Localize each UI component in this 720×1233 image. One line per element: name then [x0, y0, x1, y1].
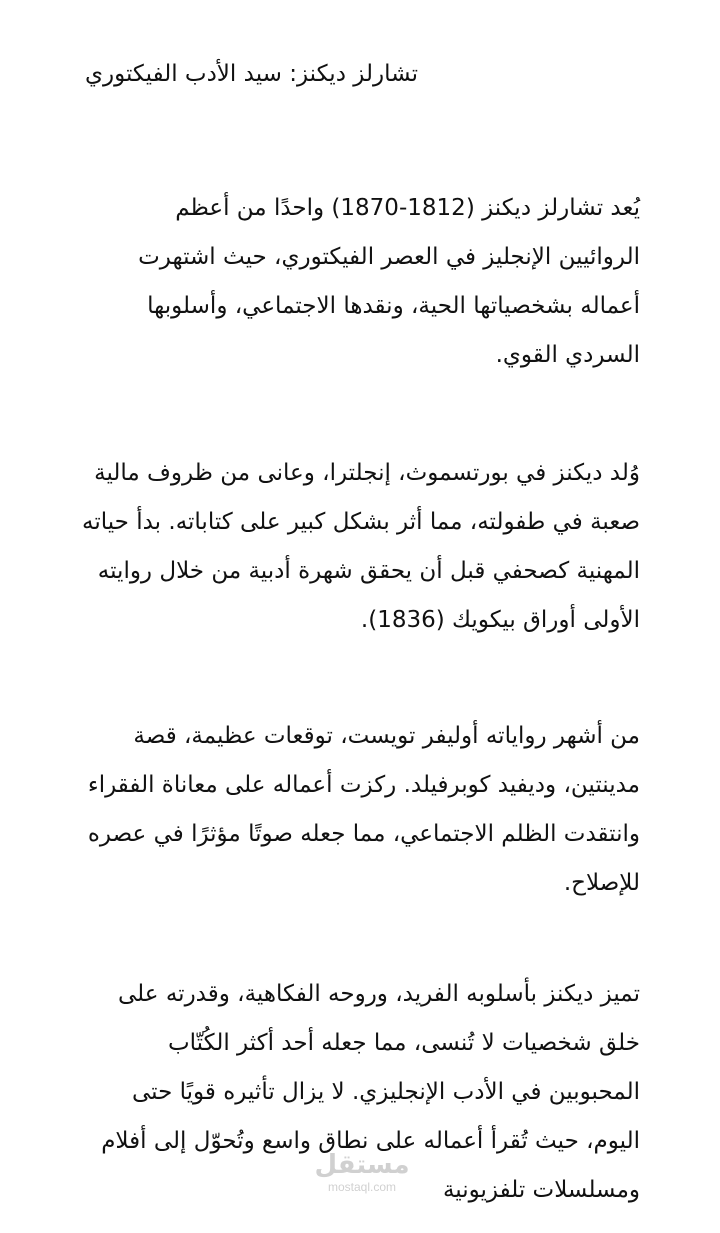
text-line: يُعد تشارلز ديكنز (1812-1870) واحدًا من أعظم	[175, 195, 640, 221]
mostaql-watermark	[312, 1150, 412, 1206]
text-line: خلق شخصيات لا تُنسى، مما جعله أحد أكثر الكُتّاب	[168, 1030, 640, 1056]
paragraph-early-life	[60, 449, 640, 645]
text-line: اليوم، حيث تُقرأ أعماله على نطاق واسع وتُحوّل إلى أفلام	[101, 1128, 640, 1154]
text-line: الروائيين الإنجليز في العصر الفيكتوري، حيث اشتهرت	[138, 244, 640, 270]
text-line: المهنية كصحفي قبل أن يحقق شهرة أدبية من خلال روايته	[97, 558, 640, 584]
document-title: تشارلز ديكنز: سيد الأدب الفيكتوري	[85, 61, 418, 87]
text-line: ومسلسلات تلفزيونية	[442, 1177, 640, 1203]
text-line: أعماله بشخصياتها الحية، ونقدها الاجتماعي، وأسلوبها	[147, 293, 640, 319]
text-line: الأولى أوراق بيكويك (1836).	[360, 607, 640, 633]
text-line: وُلد ديكنز في بورتسموث، إنجلترا، وعانى من ظروف مالية	[94, 460, 640, 486]
text-line: تميز ديكنز بأسلوبه الفريد، وروحه الفكاهية، وقدرته على	[118, 981, 640, 1007]
text-line: صعبة في طفولته، مما أثر بشكل كبير على كتاباته. بدأ حياته	[82, 509, 640, 535]
text-line: مدينتين، وديفيد كوبرفيلد. ركزت أعماله على معاناة الفقراء	[87, 772, 640, 798]
text-line: للإصلاح.	[563, 870, 640, 896]
paragraph-intro	[60, 184, 640, 380]
paragraph-famous-works	[60, 712, 640, 908]
text-line: المحبوبين في الأدب الإنجليزي. لا يزال تأثيره قويًا حتى	[132, 1079, 640, 1105]
watermark-logo: مستقل	[314, 1150, 410, 1180]
text-line: من أشهر رواياته أوليفر تويست، توقعات عظيمة، قصة	[133, 723, 640, 749]
text-line: السردي القوي.	[495, 342, 640, 368]
text-line: وانتقدت الظلم الاجتماعي، مما جعله صوتًا مؤثرًا في عصره	[87, 821, 640, 847]
watermark-url: mostaql.com	[327, 1180, 397, 1194]
